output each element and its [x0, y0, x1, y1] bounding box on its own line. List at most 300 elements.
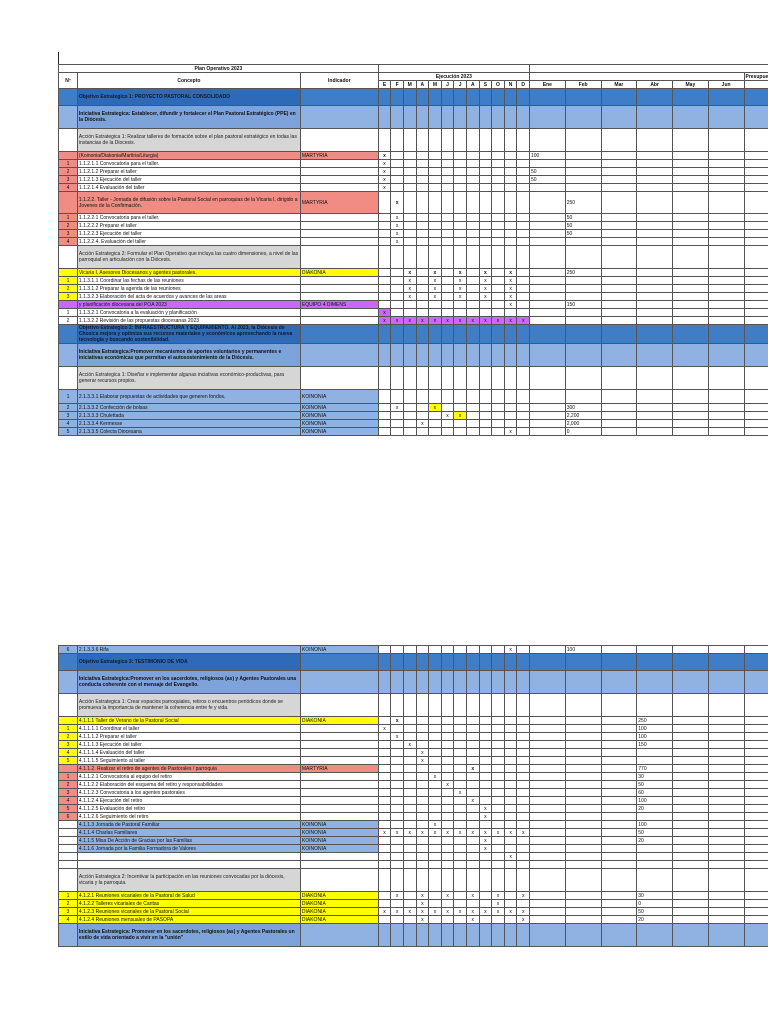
- exec-month-cell: [416, 309, 429, 317]
- exec-month-cell: [466, 781, 479, 789]
- budget-cell: 0: [637, 900, 673, 908]
- budget-cell: [565, 845, 601, 853]
- concept-cell: 2.1.3.3.3 Chulettada: [77, 412, 300, 420]
- exec-month-cell: [441, 749, 454, 757]
- budget-cell: [708, 749, 744, 757]
- exec-month-cell: [378, 813, 391, 821]
- schedule-cell: [479, 924, 492, 947]
- exec-month-cell: [517, 214, 530, 222]
- exec-month-cell: [517, 805, 530, 813]
- schedule-cell: [637, 671, 673, 694]
- budget-cell: [673, 861, 709, 869]
- exec-month-cell: [441, 725, 454, 733]
- budget-cell: [673, 309, 709, 317]
- schedule-cell: [565, 246, 601, 269]
- exec-month-cell: x: [492, 829, 505, 837]
- exec-month-cell: [416, 214, 429, 222]
- table-row: [59, 214, 768, 222]
- budget-cell: [530, 317, 566, 325]
- month-budget-header: Ene: [530, 81, 566, 89]
- exec-month-cell: [517, 301, 530, 309]
- exec-month-cell: x: [391, 717, 404, 725]
- budget-cell: [637, 230, 673, 238]
- extra-cell: [744, 277, 768, 285]
- exec-month-cell: [466, 309, 479, 317]
- indicator-cell: [300, 725, 378, 733]
- exec-month-cell: [429, 222, 442, 230]
- indicator-cell: [300, 176, 378, 184]
- exec-month-cell: [429, 725, 442, 733]
- schedule-cell: [378, 367, 391, 390]
- exec-month-cell: [429, 741, 442, 749]
- exec-month-cell: [454, 152, 467, 160]
- action-label: Acción Estrategica 2: Incentivar la participación en las reuniones convocadas por la diócesis, vicaria y la parroquia.: [77, 869, 300, 892]
- exec-month-cell: [504, 168, 517, 176]
- exec-month-cell: [479, 428, 492, 436]
- exec-month-cell: [429, 733, 442, 741]
- schedule-cell: [454, 869, 467, 892]
- exec-month-cell: [454, 765, 467, 773]
- schedule-cell: [530, 325, 566, 344]
- row-number: [59, 717, 78, 725]
- exec-month-cell: [492, 214, 505, 222]
- exec-month-cell: [504, 813, 517, 821]
- concept-cell: 1.1.2.2.4. Evaluación del taller: [77, 238, 300, 246]
- exec-month-cell: x: [504, 277, 517, 285]
- schedule-cell: [637, 344, 673, 367]
- month-exec-header: O: [492, 81, 505, 89]
- exec-month-cell: [441, 900, 454, 908]
- budget-cell: 150: [565, 301, 601, 309]
- budget-cell: [530, 892, 566, 900]
- budget-cell: [708, 741, 744, 749]
- schedule-cell: [517, 89, 530, 106]
- exec-month-cell: [441, 741, 454, 749]
- schedule-cell: [403, 246, 416, 269]
- schedule-cell: [479, 246, 492, 269]
- extra-cell: [744, 821, 768, 829]
- plan-table-1: [58, 64, 768, 436]
- budget-cell: [673, 301, 709, 309]
- exec-month-cell: [429, 892, 442, 900]
- budget-cell: 150: [637, 741, 673, 749]
- extra-cell: [744, 757, 768, 765]
- budget-cell: 50: [565, 214, 601, 222]
- budget-cell: [601, 404, 637, 412]
- exec-month-cell: [391, 916, 404, 924]
- exec-month-cell: [429, 757, 442, 765]
- budget-cell: [565, 813, 601, 821]
- budget-cell: [601, 749, 637, 757]
- budget-cell: 20: [637, 805, 673, 813]
- exec-month-cell: [466, 184, 479, 192]
- exec-month-cell: [441, 837, 454, 845]
- schedule-cell: [441, 106, 454, 129]
- concept-cell: 4.1.1.4 Charlas Familiares: [77, 829, 300, 837]
- exec-month-cell: [492, 269, 505, 277]
- budget-cell: [565, 853, 601, 861]
- exec-month-cell: x: [391, 238, 404, 246]
- row-number-cell: [59, 325, 78, 344]
- budget-cell: [601, 725, 637, 733]
- exec-month-cell: x: [429, 317, 442, 325]
- budget-cell: [637, 192, 673, 214]
- exec-month-cell: [517, 293, 530, 301]
- exec-month-cell: [466, 238, 479, 246]
- schedule-cell: [530, 671, 566, 694]
- exec-month-cell: [441, 230, 454, 238]
- schedule-cell: [744, 694, 768, 717]
- exec-month-cell: [492, 853, 505, 861]
- row-number-cell: [59, 106, 78, 129]
- action-label: Acción Estrategica 1: Realizar talleres de formación sobre el plan pastoral estratégico en todas las instancias de la Diocesis.: [77, 129, 300, 152]
- budget-cell: [673, 717, 709, 725]
- budget-cell: [708, 845, 744, 853]
- schedule-cell: [517, 654, 530, 671]
- schedule-cell: [429, 924, 442, 947]
- budget-cell: [565, 741, 601, 749]
- budget-cell: [530, 269, 566, 277]
- exec-month-cell: [391, 277, 404, 285]
- row-number: 2: [59, 733, 78, 741]
- exec-month-cell: [504, 725, 517, 733]
- exec-month-cell: [441, 765, 454, 773]
- exec-month-cell: [378, 301, 391, 309]
- exec-month-cell: [416, 293, 429, 301]
- schedule-cell: [530, 129, 566, 152]
- exec-month-cell: [416, 837, 429, 845]
- row-number: 4: [59, 420, 78, 428]
- schedule-cell: [744, 129, 768, 152]
- concept-cell: 1.1.3.2.1 Convocatoria a la evaluación y planificación: [77, 309, 300, 317]
- exec-month-cell: [504, 309, 517, 317]
- indicator-cell: [300, 733, 378, 741]
- exec-month-cell: [454, 176, 467, 184]
- indicator-cell: [300, 813, 378, 821]
- exec-month-cell: [492, 222, 505, 230]
- indicator-cell: MARTYRIA: [300, 152, 378, 160]
- schedule-cell: [466, 344, 479, 367]
- extra-cell: [744, 900, 768, 908]
- exec-month-cell: [479, 309, 492, 317]
- concept-cell: 4.1.2.2 Talleres vicariales de Caritas: [77, 900, 300, 908]
- exec-month-cell: [416, 238, 429, 246]
- budget-cell: [565, 773, 601, 781]
- budget-cell: [530, 222, 566, 230]
- budget-cell: [708, 428, 744, 436]
- exec-month-cell: [429, 805, 442, 813]
- budget-cell: [637, 269, 673, 277]
- exec-month-cell: x: [517, 916, 530, 924]
- budget-cell: [565, 176, 601, 184]
- exec-month-cell: [403, 892, 416, 900]
- exec-month-cell: [403, 176, 416, 184]
- exec-month-cell: [429, 214, 442, 222]
- indicator-cell: [300, 222, 378, 230]
- exec-month-cell: [466, 152, 479, 160]
- budget-cell: [708, 773, 744, 781]
- budget-cell: [530, 293, 566, 301]
- exec-month-cell: [441, 789, 454, 797]
- schedule-cell: [708, 89, 744, 106]
- budget-cell: [530, 646, 566, 654]
- indicator-cell: [300, 214, 378, 222]
- indicator-cell: KOINONIA: [300, 646, 378, 654]
- schedule-cell: [708, 325, 744, 344]
- row-number-cell: [59, 344, 78, 367]
- exec-month-cell: [441, 301, 454, 309]
- exec-month-cell: [391, 781, 404, 789]
- exec-month-cell: x: [403, 317, 416, 325]
- row-number: 2: [59, 404, 78, 412]
- exec-month-cell: [378, 757, 391, 765]
- exec-month-cell: [492, 749, 505, 757]
- schedule-cell: [492, 325, 505, 344]
- concept-cell: 2.1.3.3.6 Rifa: [77, 646, 300, 654]
- extra-cell: [744, 741, 768, 749]
- exec-month-cell: [403, 160, 416, 168]
- budget-cell: [530, 781, 566, 789]
- exec-month-cell: [378, 412, 391, 420]
- row-number-cell: [59, 924, 78, 947]
- row-number: 4: [59, 916, 78, 924]
- exec-month-cell: [492, 184, 505, 192]
- exec-month-cell: [416, 269, 429, 277]
- budget-cell: [673, 821, 709, 829]
- table-row: [59, 344, 768, 367]
- budget-cell: [530, 192, 566, 214]
- exec-month-cell: x: [429, 404, 442, 412]
- col-ejecucion-header: Ejecución 2023: [378, 73, 529, 81]
- extra-cell: [744, 214, 768, 222]
- concept-cell: 1.1.2.2.1 Convocatoria para el taller.: [77, 214, 300, 222]
- extra-cell: [744, 773, 768, 781]
- budget-cell: [708, 813, 744, 821]
- schedule-cell: [673, 694, 709, 717]
- indicator-cell: MARTYRIA: [300, 765, 378, 773]
- row-number: 2: [59, 168, 78, 176]
- row-number: 3: [59, 908, 78, 916]
- exec-month-cell: x: [479, 317, 492, 325]
- budget-cell: 2,000: [565, 420, 601, 428]
- exec-month-cell: x: [391, 404, 404, 412]
- exec-month-cell: [517, 176, 530, 184]
- exec-month-cell: [492, 789, 505, 797]
- budget-cell: [708, 789, 744, 797]
- schedule-cell: [530, 344, 566, 367]
- exec-month-cell: [403, 861, 416, 869]
- exec-month-cell: [504, 404, 517, 412]
- extra-cell: [744, 168, 768, 176]
- exec-month-cell: [504, 789, 517, 797]
- budget-cell: [565, 317, 601, 325]
- table-row: [59, 773, 768, 781]
- extra-cell: [744, 301, 768, 309]
- schedule-cell: [454, 344, 467, 367]
- schedule-cell: [479, 694, 492, 717]
- exec-month-cell: x: [416, 757, 429, 765]
- exec-month-cell: [517, 773, 530, 781]
- schedule-cell: [391, 344, 404, 367]
- exec-month-cell: [479, 301, 492, 309]
- extra-cell: [744, 420, 768, 428]
- exec-month-cell: [466, 805, 479, 813]
- exec-month-cell: [416, 821, 429, 829]
- concept-cell: 2.1.3.3.5 Colecta Diocesana: [77, 428, 300, 436]
- exec-month-cell: [479, 390, 492, 404]
- concept-cell: Vicaria I, Asesores Diocesanos y agentes pastorales.: [77, 269, 300, 277]
- exec-month-cell: [504, 781, 517, 789]
- budget-cell: [601, 160, 637, 168]
- exec-month-cell: [492, 192, 505, 214]
- exec-month-cell: [517, 717, 530, 725]
- exec-month-cell: [517, 741, 530, 749]
- exec-month-cell: [403, 192, 416, 214]
- exec-month-cell: [466, 285, 479, 293]
- exec-month-cell: x: [479, 845, 492, 853]
- schedule-cell: [517, 344, 530, 367]
- budget-cell: [530, 309, 566, 317]
- concept-cell: 1.1.2.1.2 Preparar el taller: [77, 168, 300, 176]
- exec-month-cell: [492, 168, 505, 176]
- schedule-cell: [530, 106, 566, 129]
- exec-month-cell: [429, 152, 442, 160]
- exec-month-cell: [454, 230, 467, 238]
- budget-cell: [708, 238, 744, 246]
- budget-cell: 100: [637, 797, 673, 805]
- budget-cell: [601, 646, 637, 654]
- exec-month-cell: x: [416, 317, 429, 325]
- exec-month-cell: [416, 845, 429, 853]
- indicator-cell: [300, 797, 378, 805]
- schedule-cell: [454, 246, 467, 269]
- budget-cell: 50: [530, 176, 566, 184]
- exec-month-cell: [441, 168, 454, 176]
- schedule-cell: [466, 654, 479, 671]
- exec-month-cell: [504, 412, 517, 420]
- table-row: [59, 420, 768, 428]
- action-label: Acción Estrategica 1: Crear espacios parroquiales, retiros o encuentros periódicos donde se promueva la importancia de mantener la coherencia entre fe y vida.: [77, 694, 300, 717]
- exec-month-cell: [466, 214, 479, 222]
- schedule-cell: [504, 869, 517, 892]
- exec-month-cell: x: [517, 892, 530, 900]
- exec-month-cell: [416, 160, 429, 168]
- budget-cell: [708, 861, 744, 869]
- schedule-cell: [378, 89, 391, 106]
- row-number: 3: [59, 293, 78, 301]
- indicator-cell: DIAKONIA: [300, 900, 378, 908]
- exec-month-cell: [378, 733, 391, 741]
- table-row: [59, 325, 768, 344]
- budget-cell: [565, 168, 601, 176]
- exec-month-cell: [504, 837, 517, 845]
- exec-month-cell: x: [504, 829, 517, 837]
- budget-cell: [637, 222, 673, 230]
- budget-cell: [673, 829, 709, 837]
- exec-month-cell: [391, 853, 404, 861]
- budget-cell: [565, 749, 601, 757]
- exec-month-cell: [416, 404, 429, 412]
- exec-month-cell: [466, 404, 479, 412]
- schedule-cell: [601, 344, 637, 367]
- table-row: [59, 861, 768, 869]
- extra-cell: [744, 749, 768, 757]
- schedule-cell: [530, 694, 566, 717]
- indicator-cell: DIAKONIA: [300, 892, 378, 900]
- exec-month-cell: [504, 805, 517, 813]
- exec-month-cell: x: [466, 829, 479, 837]
- exec-month-cell: [416, 717, 429, 725]
- budget-cell: [601, 152, 637, 160]
- extra-cell: [744, 797, 768, 805]
- exec-month-cell: [441, 757, 454, 765]
- budget-cell: [673, 916, 709, 924]
- exec-month-cell: [429, 184, 442, 192]
- exec-month-cell: [466, 160, 479, 168]
- exec-month-cell: [416, 781, 429, 789]
- exec-month-cell: x: [403, 829, 416, 837]
- schedule-cell: [504, 924, 517, 947]
- exec-month-cell: x: [378, 829, 391, 837]
- exec-month-cell: x: [479, 837, 492, 845]
- schedule-cell: [492, 89, 505, 106]
- schedule-cell: [429, 89, 442, 106]
- exec-month-cell: x: [504, 285, 517, 293]
- budget-cell: 100: [637, 733, 673, 741]
- table-row: [59, 192, 768, 214]
- exec-month-cell: x: [403, 285, 416, 293]
- indicator-cell: [300, 749, 378, 757]
- exec-month-cell: x: [466, 317, 479, 325]
- exec-month-cell: [479, 160, 492, 168]
- row-number: [59, 301, 78, 309]
- schedule-cell: [403, 89, 416, 106]
- month-exec-header: A: [466, 81, 479, 89]
- exec-month-cell: x: [378, 184, 391, 192]
- exec-month-cell: [378, 853, 391, 861]
- budget-cell: [708, 765, 744, 773]
- exec-month-cell: [429, 412, 442, 420]
- budget-cell: [708, 829, 744, 837]
- budget-cell: [530, 916, 566, 924]
- extra-cell: [744, 230, 768, 238]
- budget-cell: [601, 269, 637, 277]
- exec-month-cell: x: [466, 797, 479, 805]
- concept-cell: 2.1.3.3.2 Confección de bolsas: [77, 404, 300, 412]
- exec-month-cell: [429, 168, 442, 176]
- schedule-cell: [441, 367, 454, 390]
- exec-month-cell: x: [403, 277, 416, 285]
- schedule-cell: [565, 344, 601, 367]
- schedule-cell: [441, 129, 454, 152]
- exec-month-cell: [504, 757, 517, 765]
- exec-month-cell: [492, 916, 505, 924]
- budget-cell: [673, 757, 709, 765]
- exec-month-cell: [403, 152, 416, 160]
- schedule-cell: [378, 325, 391, 344]
- exec-month-cell: [466, 717, 479, 725]
- concept-cell: 4.1.1.2.6 Seguimiento del retiro: [77, 813, 300, 821]
- budget-cell: [708, 717, 744, 725]
- budget-cell: [673, 160, 709, 168]
- exec-month-cell: [479, 238, 492, 246]
- budget-cell: [673, 184, 709, 192]
- exec-month-cell: x: [441, 892, 454, 900]
- exec-month-cell: [517, 725, 530, 733]
- budget-cell: [565, 309, 601, 317]
- budget-cell: [673, 908, 709, 916]
- row-number: 1: [59, 214, 78, 222]
